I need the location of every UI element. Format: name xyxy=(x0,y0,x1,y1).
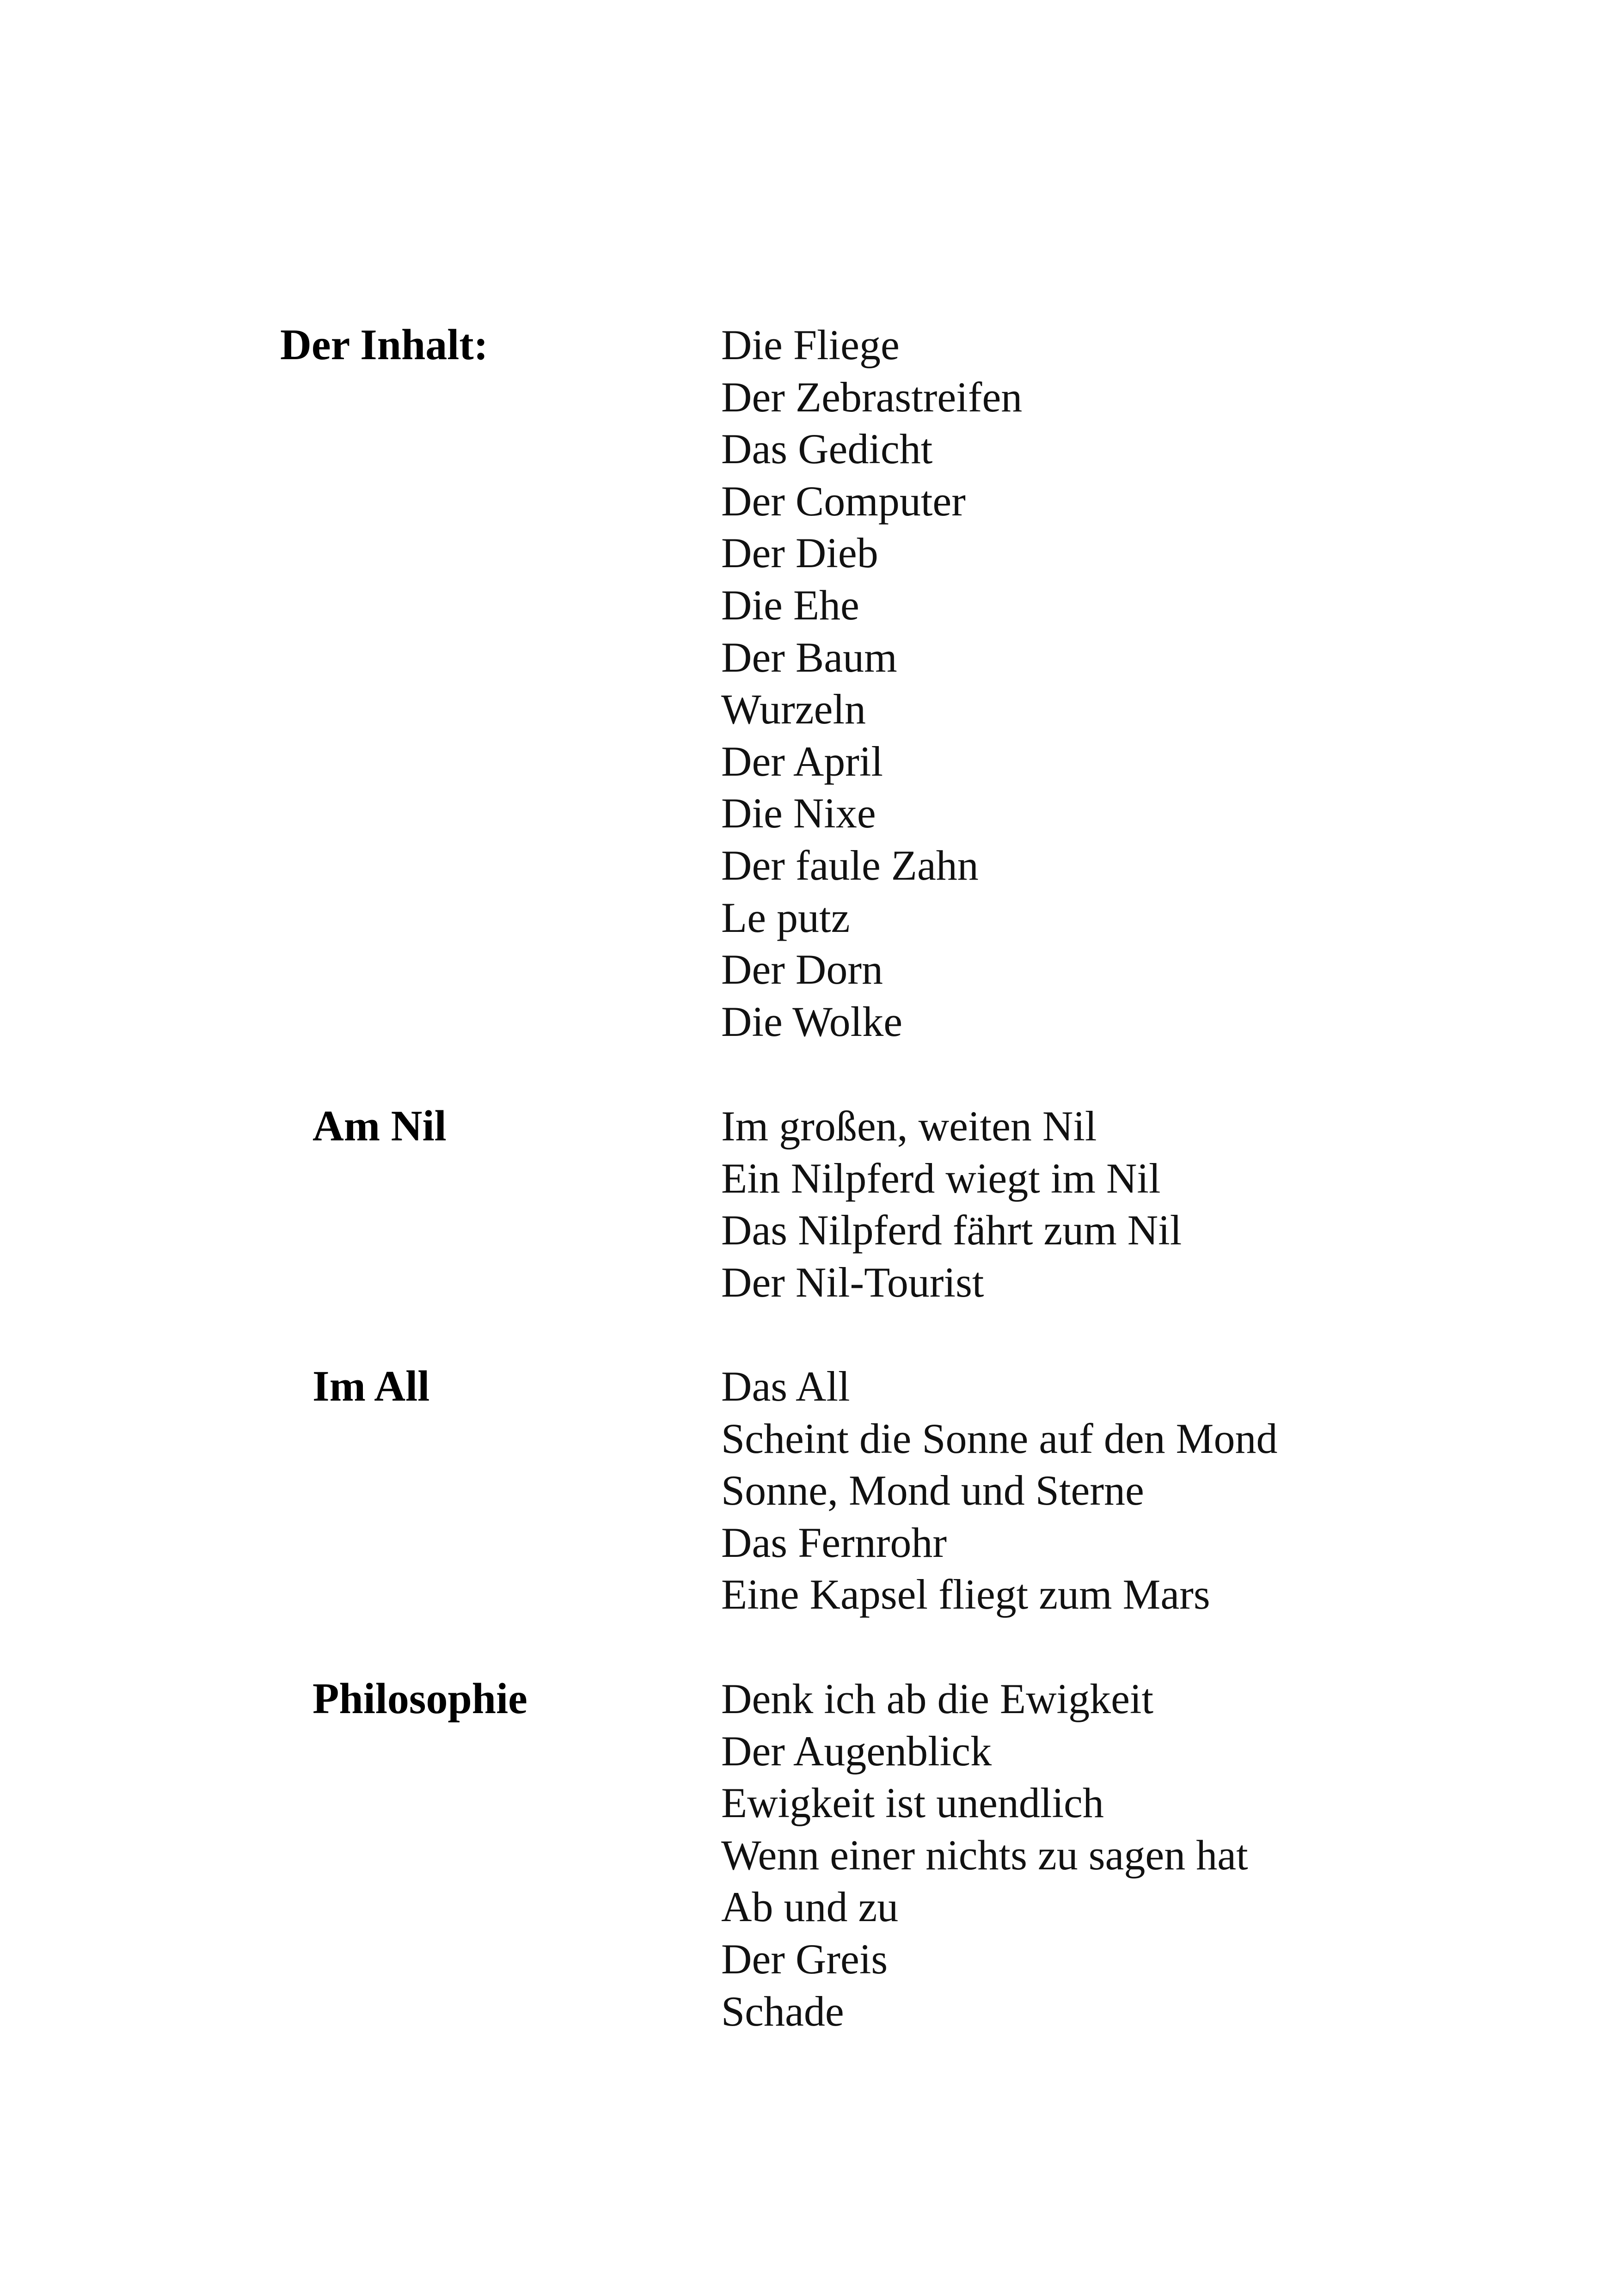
list-item: Ewigkeit ist unendlich xyxy=(721,1779,1104,1827)
list-item: Der Computer xyxy=(721,477,966,525)
list-item: Schade xyxy=(721,1987,844,2035)
list-item: Im großen, weiten Nil xyxy=(721,1102,1097,1150)
list-item: Das Fernrohr xyxy=(721,1518,947,1566)
list-item: Das Nilpferd fährt zum Nil xyxy=(721,1206,1182,1254)
list-item: Der April xyxy=(721,737,883,785)
list-item: Die Ehe xyxy=(721,581,859,629)
list-item: Der Augenblick xyxy=(721,1727,992,1775)
list-item: Der Dieb xyxy=(721,529,878,577)
list-item: Wenn einer nichts zu sagen hat xyxy=(721,1831,1248,1879)
list-item: Das Gedicht xyxy=(721,425,933,473)
list-item: Denk ich ab die Ewigkeit xyxy=(721,1675,1154,1722)
list-item: Der Greis xyxy=(721,1935,888,1983)
list-item: Le putz xyxy=(721,894,850,941)
section-heading-am-nil: Am Nil xyxy=(313,1102,447,1150)
list-item: Die Fliege xyxy=(721,321,900,368)
entry-list-am-nil xyxy=(721,1100,1182,1308)
list-item: Der Zebrastreifen xyxy=(721,373,1023,421)
list-item: Der Baum xyxy=(721,633,897,681)
list-item: Das All xyxy=(721,1363,850,1410)
list-item: Wurzeln xyxy=(721,686,866,733)
list-item: Ab und zu xyxy=(721,1883,899,1931)
list-item: Sonne, Mond und Sterne xyxy=(721,1467,1144,1514)
list-item: Ein Nilpferd wiegt im Nil xyxy=(721,1154,1161,1202)
list-item: Scheint die Sonne auf den Mond xyxy=(721,1414,1278,1462)
entry-list-im-all xyxy=(721,1360,1277,1621)
entry-list-inhalt xyxy=(721,319,1022,1047)
section-heading-philosophie: Philosophie xyxy=(313,1675,527,1723)
list-item: Die Nixe xyxy=(721,790,876,837)
list-item: Eine Kapsel fliegt zum Mars xyxy=(721,1571,1210,1618)
list-item: Der faule Zahn xyxy=(721,841,979,889)
entry-list-philosophie xyxy=(721,1673,1248,2037)
list-item: Der Dorn xyxy=(721,946,883,993)
list-item: Der Nil-Tourist xyxy=(721,1258,984,1306)
list-item: Die Wolke xyxy=(721,998,903,1045)
section-heading-inhalt: Der Inhalt: xyxy=(280,321,488,369)
section-heading-im-all: Im All xyxy=(313,1362,430,1410)
